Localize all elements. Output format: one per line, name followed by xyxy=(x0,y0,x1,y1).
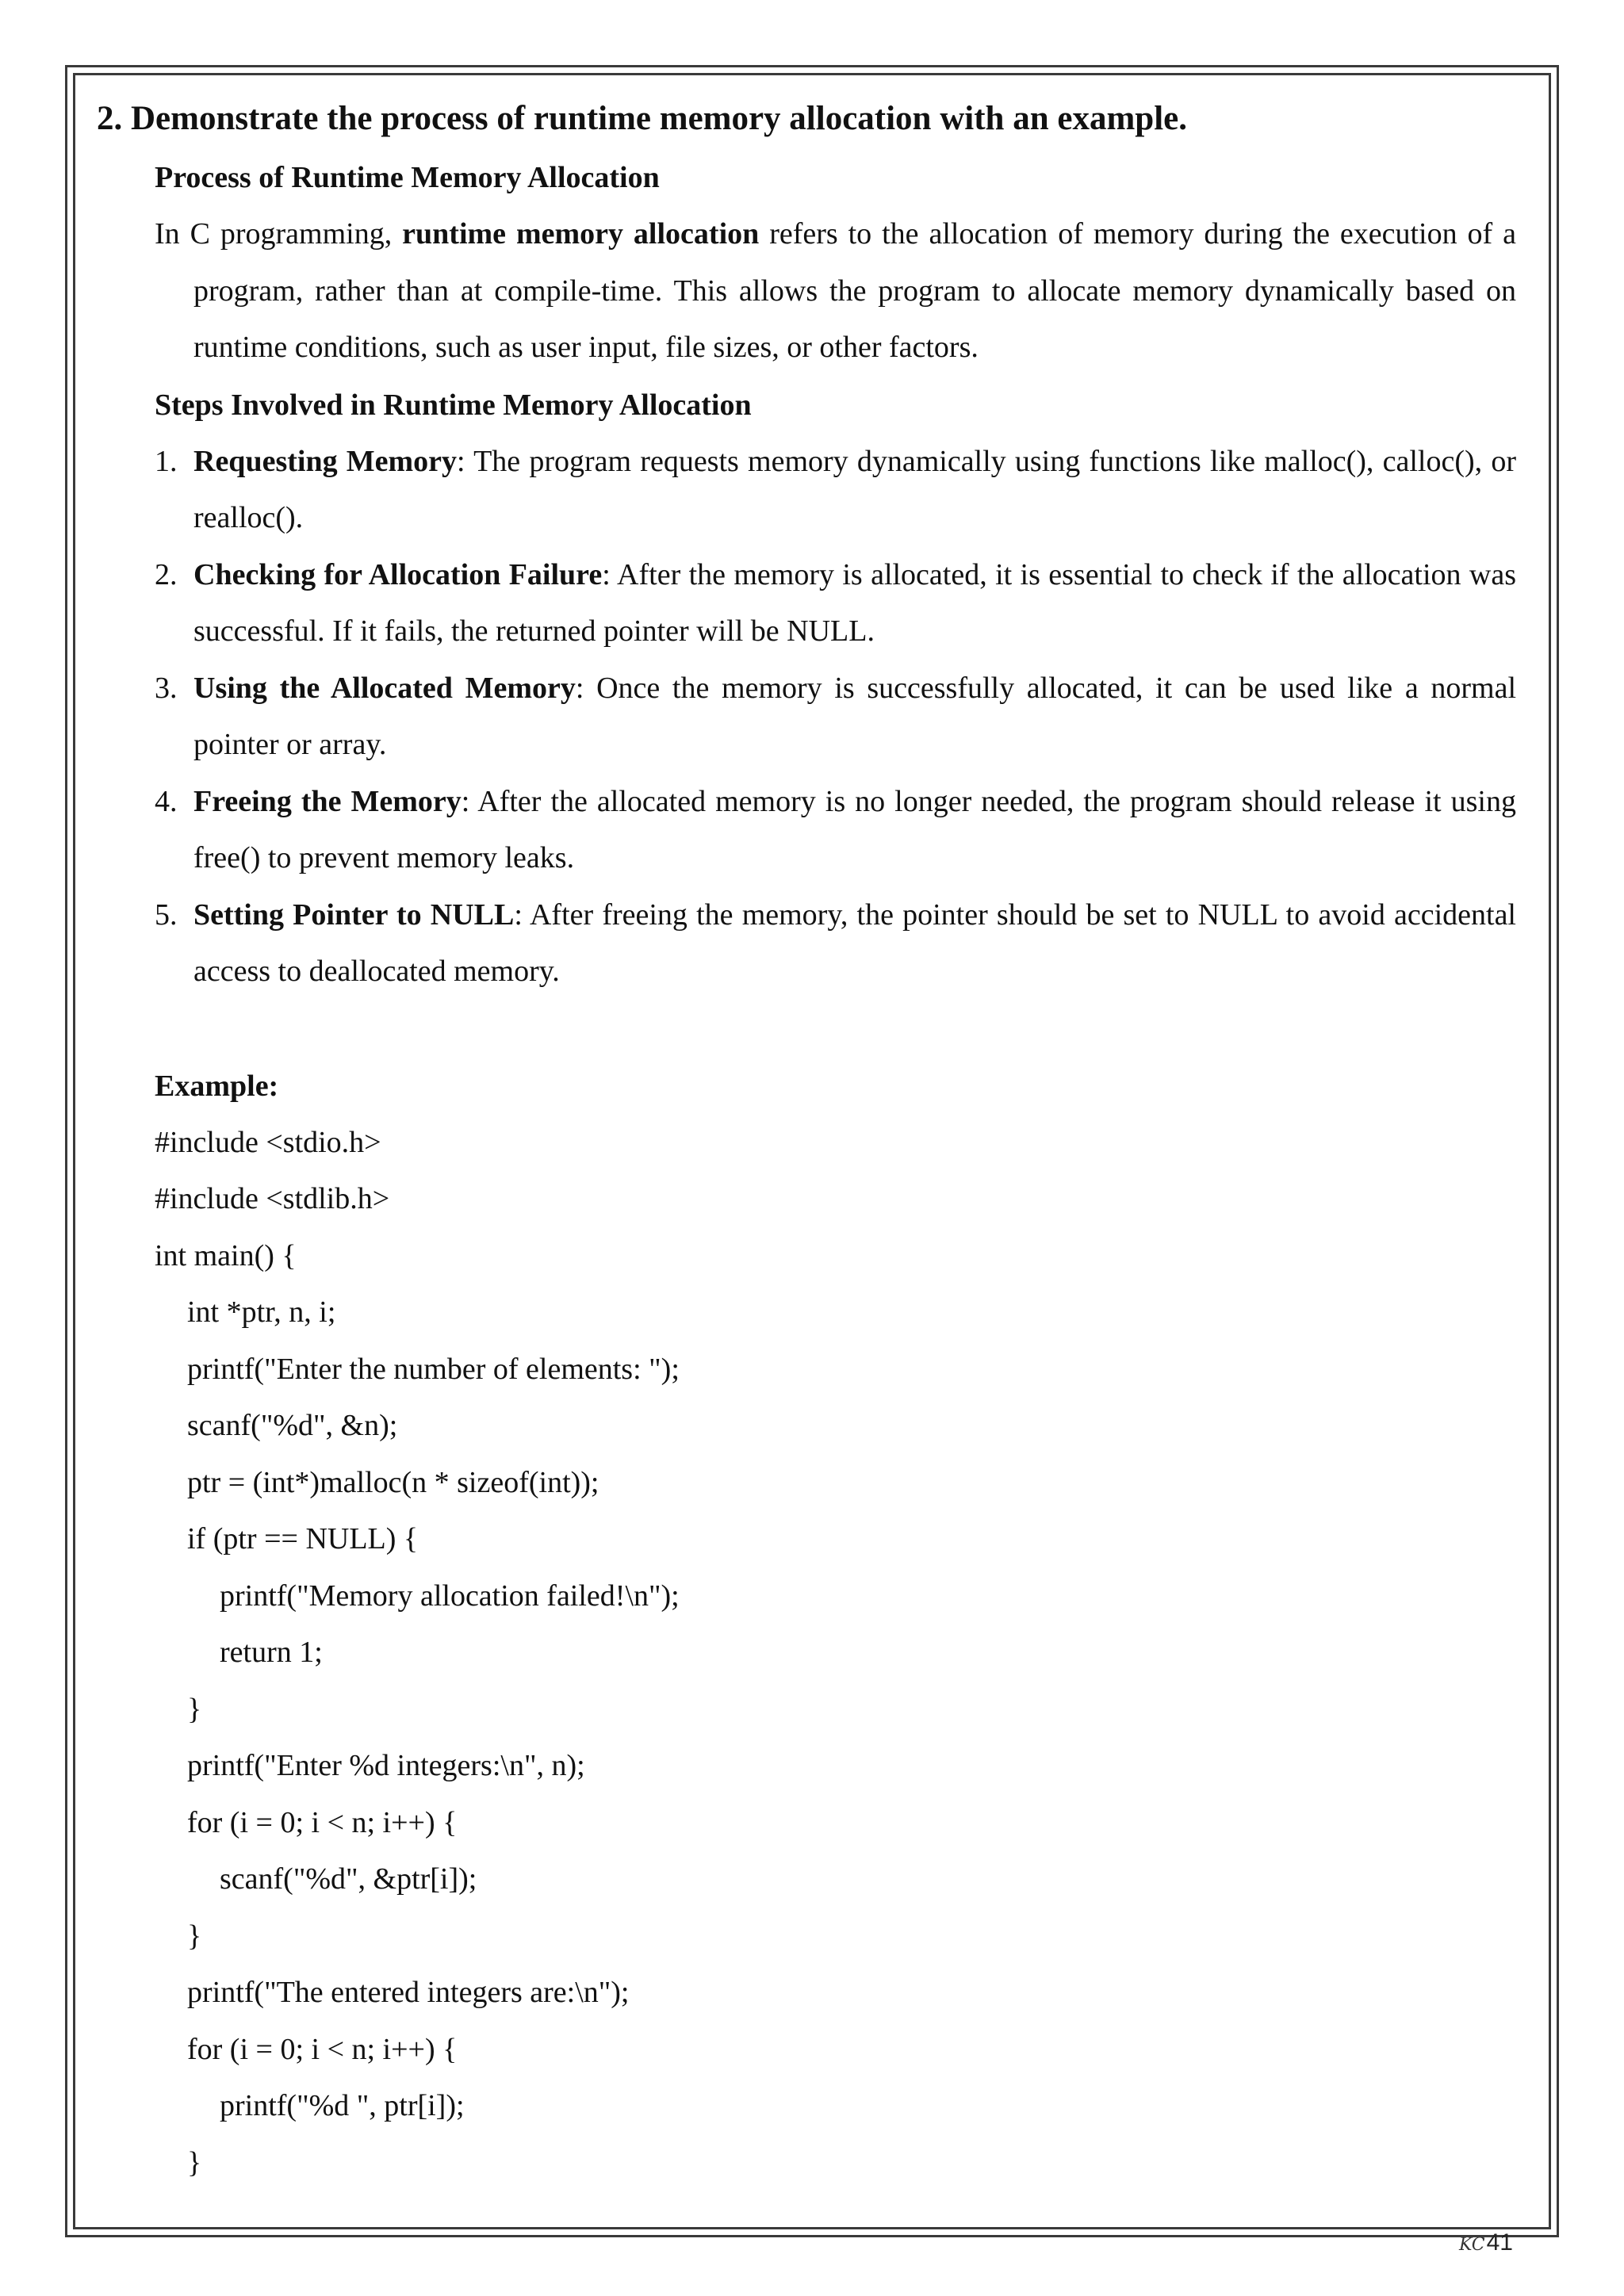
intro-bold-term: runtime memory allocation xyxy=(402,217,760,251)
step-item xyxy=(155,434,1516,547)
intro-rest: refers to the allocation of memory during the execution of a program, rather than at compile-time. This allows the program to allocate memory dynamically based on runtime conditions, such as user input, file sizes, or other factors. xyxy=(193,217,1516,364)
code-line: printf("Memory allocation failed!\n"); xyxy=(220,1578,680,1613)
steps-list xyxy=(155,434,1516,1001)
code-line: printf("%d ", ptr[i]); xyxy=(220,2089,465,2122)
code-line: scanf("%d", &n); xyxy=(187,1409,398,1442)
code-line: } xyxy=(187,1692,202,1726)
code-line: if (ptr == NULL) { xyxy=(187,1522,419,1556)
code-line: int main() { xyxy=(155,1238,297,1272)
step-number: 4. xyxy=(155,784,178,818)
page-number: 41 xyxy=(1486,2229,1513,2256)
code-line: ptr = (int*)malloc(n * sizeof(int)); xyxy=(187,1465,599,1499)
step-item xyxy=(155,660,1516,774)
step-item xyxy=(155,547,1516,660)
code-line: } xyxy=(187,1919,202,1953)
step-text: : The program requests memory dynamically using functions like malloc(), calloc(), or realloc(). xyxy=(193,444,1516,534)
code-line: } xyxy=(187,2145,202,2179)
code-line: for (i = 0; i < n; i++) { xyxy=(187,2032,458,2066)
code-line: #include <stdlib.h> xyxy=(155,1182,390,1215)
step-text: : After the allocated memory is no longer needed, the program should release it using free() to prevent memory leaks. xyxy=(193,784,1516,874)
code-example xyxy=(155,1115,1516,2192)
answer-body xyxy=(97,149,1516,2191)
code-line: scanf("%d", &ptr[i]); xyxy=(220,1862,477,1896)
code-line: printf("Enter the number of elements: "); xyxy=(187,1352,680,1386)
signature-mark: KC xyxy=(1458,2235,1485,2255)
intro-paragraph xyxy=(155,206,1516,377)
section-heading-steps: Steps Involved in Runtime Memory Allocation xyxy=(155,388,752,422)
step-title: Using the Allocated Memory xyxy=(193,671,576,705)
step-number: 5. xyxy=(155,897,178,932)
step-text: : After the memory is allocated, it is essential to check if the allocation was successful. If it fails, the returned pointer will be NULL. xyxy=(193,557,1516,648)
step-title: Freeing the Memory xyxy=(193,784,462,818)
step-number: 2. xyxy=(155,557,178,591)
step-text: : Once the memory is successfully allocated, it can be used like a normal pointer or array. xyxy=(193,671,1517,761)
step-item xyxy=(155,887,1516,1001)
step-text: : After freeing the memory, the pointer should be set to NULL to avoid accidental access to deallocated memory. xyxy=(193,897,1516,988)
intro-lead: In C programming, xyxy=(155,217,403,251)
section-heading-process: Process of Runtime Memory Allocation xyxy=(155,161,660,194)
step-item xyxy=(155,774,1516,887)
page-content xyxy=(97,94,1516,2191)
step-number: 1. xyxy=(155,444,178,478)
page-footer xyxy=(1459,2229,1513,2256)
step-title: Setting Pointer to NULL xyxy=(193,897,515,932)
code-line: for (i = 0; i < n; i++) { xyxy=(187,1805,458,1839)
spacer xyxy=(155,1001,1516,1058)
example-heading: Example: xyxy=(155,1069,279,1103)
code-line: return 1; xyxy=(220,1636,323,1669)
step-number: 3. xyxy=(155,671,178,705)
code-line: printf("Enter %d integers:\n", n); xyxy=(187,1749,585,1782)
question-title: 2. Demonstrate the process of runtime memory allocation with an example. xyxy=(97,100,1187,137)
code-line: #include <stdio.h> xyxy=(155,1125,381,1159)
code-line: int *ptr, n, i; xyxy=(187,1295,336,1329)
step-title: Requesting Memory xyxy=(193,444,458,478)
code-line: printf("The entered integers are:\n"); xyxy=(187,1976,630,2009)
step-title: Checking for Allocation Failure xyxy=(193,557,603,591)
